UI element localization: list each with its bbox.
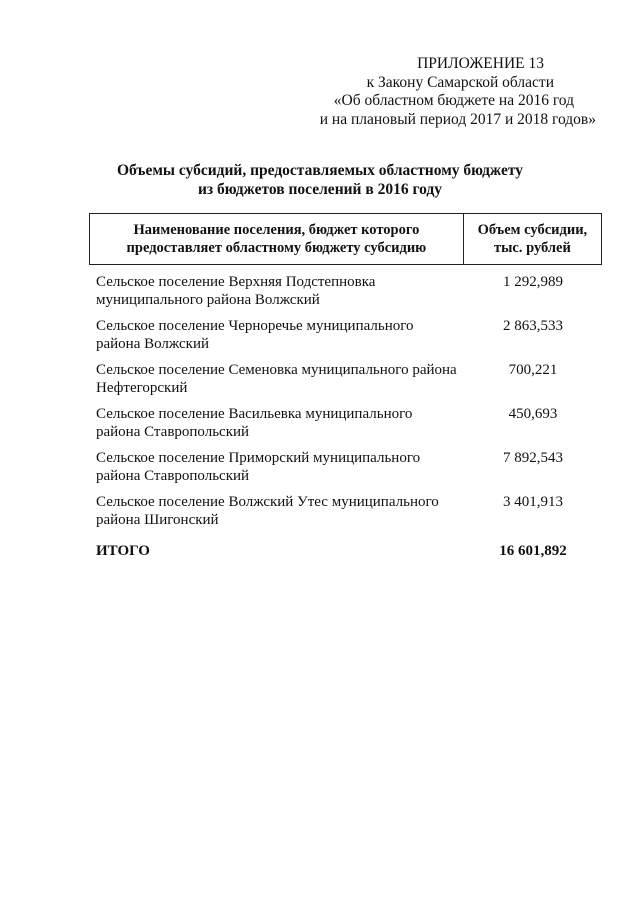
settlement-name [89,317,464,353]
settlement-name-line-2: района Ставропольский [96,468,250,484]
settlement-name-line-1: Сельское поселение Приморский муниципального [96,450,421,466]
settlement-name-line-1: Сельское поселение Волжский Утес муниципального [96,494,439,510]
column-header-settlement-line-1: Наименование поселения, бюджет которого [133,222,420,238]
total-amount: 16 601,892 [499,543,567,559]
settlement-name [89,493,464,529]
subsidy-amount: 2 863,533 [503,318,563,334]
settlement-name-line-2: района Волжский [96,336,210,352]
appendix-header [320,55,596,129]
total-row [89,542,602,560]
subsidy-table [89,213,602,560]
total-label: ИТОГО [96,543,150,559]
table-row [89,449,602,485]
settlement-name-line-2: района Ставропольский [96,424,250,440]
appendix-law-period: и на плановый период 2017 и 2018 годов» [319,110,596,128]
settlement-name-line-1: Сельское поселение Черноречье муниципального [96,318,414,334]
document-title [0,162,640,199]
settlement-name-line-2: муниципального района Волжский [96,292,320,308]
table-row [89,273,602,309]
subsidy-amount: 7 892,543 [503,450,563,466]
appendix-law-reference: к Закону Самарской области [366,73,554,91]
column-header-amount-line-2: тыс. рублей [493,240,571,256]
settlement-name [89,449,464,485]
subsidy-amount: 450,693 [508,406,558,422]
column-header-settlement-line-2: предоставляет областному бюджету субсидию [126,240,427,256]
settlement-name-line-1: Сельское поселение Верхняя Подстепновка [96,274,376,290]
settlement-name [89,361,464,397]
settlement-name [89,273,464,309]
table-row [89,405,602,441]
table-header [89,213,602,265]
settlement-name-line-2: района Шигонский [96,512,219,528]
column-header-amount-line-1: Объем субсидии, [477,222,588,238]
table-row [89,361,602,397]
subsidy-amount: 1 292,989 [503,274,563,290]
table-row [89,493,602,529]
settlement-name-line-1: Сельское поселение Васильевка муниципального [96,406,413,422]
subsidy-amount: 3 401,913 [503,494,563,510]
column-header-amount [464,214,601,264]
settlement-name-line-1: Сельское поселение Семеновка муниципального района [96,362,457,378]
document-title-line-1: Объемы субсидий, предоставляемых областному бюджету [116,162,523,179]
appendix-law-title: «Об областном бюджете на 2016 год [333,92,574,109]
appendix-number: ПРИЛОЖЕНИЕ 13 [417,55,544,72]
settlement-name [89,405,464,441]
column-header-settlement [90,214,464,264]
subsidy-amount: 700,221 [508,362,558,378]
table-row [89,317,602,353]
document-title-line-2: из бюджетов поселений в 2016 году [197,180,443,198]
settlement-name-line-2: Нефтегорский [96,380,188,396]
